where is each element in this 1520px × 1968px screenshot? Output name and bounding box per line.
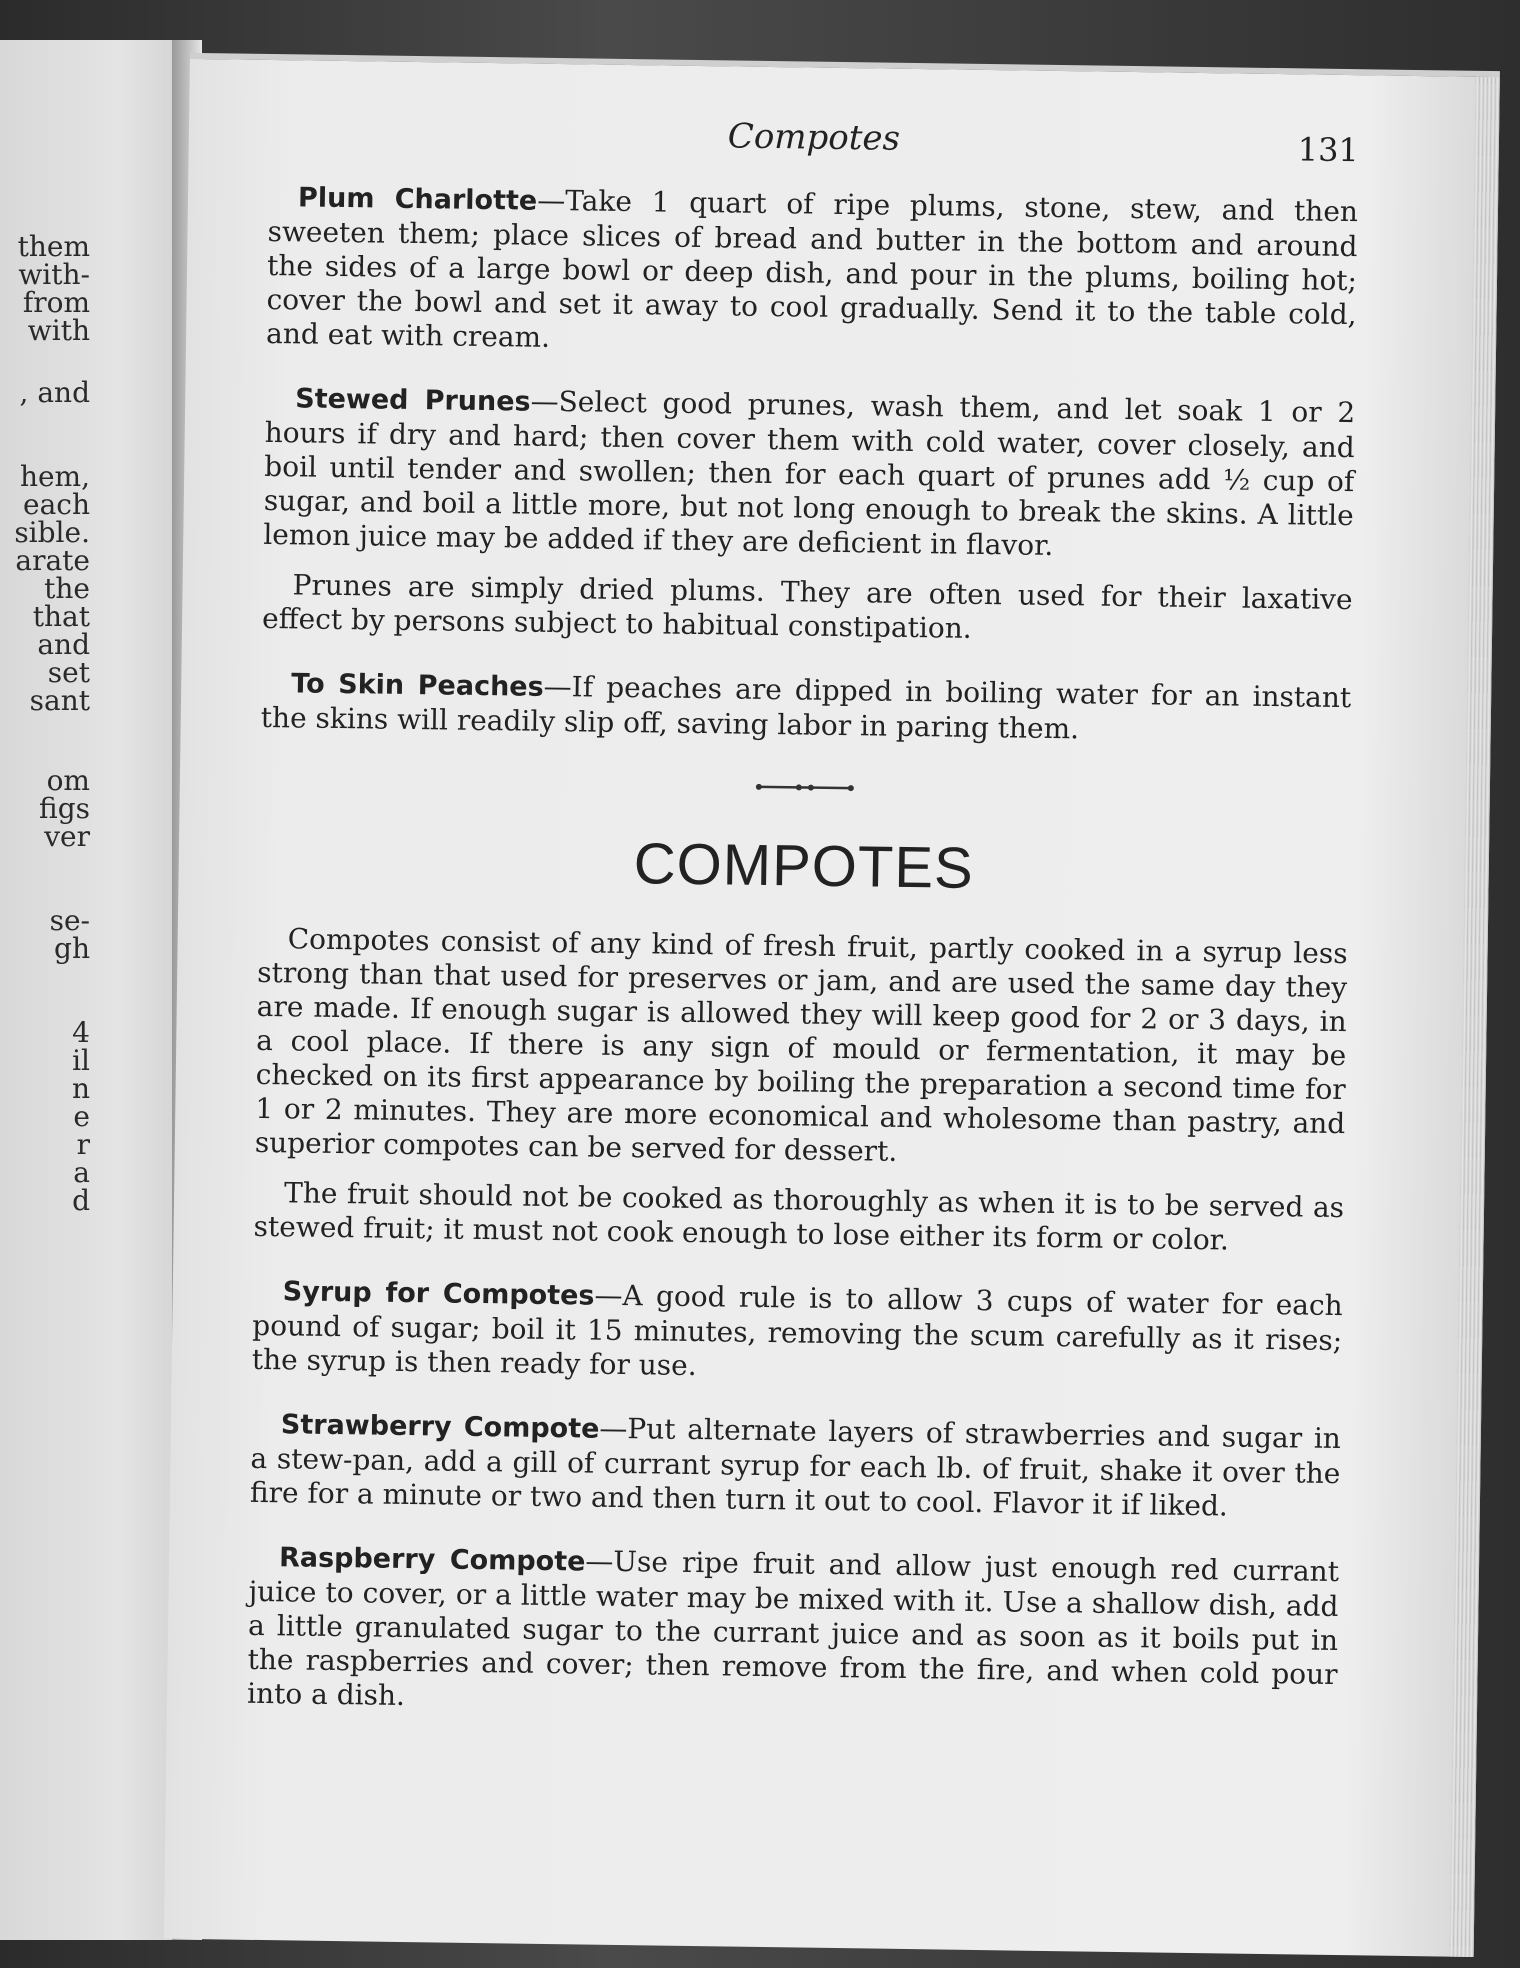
left-text-fragment: that [32, 600, 90, 633]
page-content [247, 110, 1360, 1756]
recipe-name: Syrup for Compotes [282, 1276, 595, 1312]
compotes-note [253, 1176, 1344, 1259]
left-text-fragment: r [76, 1128, 90, 1161]
section-heading: COMPOTES [633, 831, 975, 901]
left-text-fragment: them [17, 230, 90, 263]
left-text-fragment: set [47, 656, 90, 689]
recipe-name: Stewed Prunes [295, 383, 531, 418]
recipe-name: Strawberry Compote [280, 1409, 600, 1445]
left-text-fragment: and [37, 628, 90, 661]
recipe-syrup-for-compotes [252, 1274, 1343, 1392]
left-text-fragment: gh [54, 932, 90, 965]
left-text-fragment: with- [18, 258, 90, 291]
recipe-text: —Use ripe fruit and allow just enough red currant juice to cover, or a little water may be mixed with it. Use a shallow dish, add a little granulated sugar to the currant juice and as soon as it boils put in the raspberries and cover; then remove from the fire, and when cold pour into a dish. [246, 1544, 1340, 1713]
recipe-name: To Skin Peaches [291, 668, 544, 703]
left-text-fragment: hem, [19, 460, 90, 493]
paragraph-text: Compotes consist of any kind of fresh fruit, partly cooked in a syrup less strong than that used for preserves or jam, and are used the same day they are made. If enough sugar is allowed they will keep good for 2 or 3 days, in a cool place. If there is any sign of mould or fermentation, it may be checked on its first appearance by boiling the preparation a second time for 1 or 2 minutes. They are more economical and wholesome than pastry, and superior compotes can be served for dessert. [254, 922, 1348, 1168]
recipe-plum-charlotte [266, 180, 1358, 366]
left-text-fragment: n [71, 1072, 90, 1105]
right-page [164, 53, 1500, 1957]
recipe-text: —If peaches are dipped in boiling water for an instant the skins will readily slip off, saving labor in paring them. [260, 669, 1352, 746]
left-text-fragment: e [73, 1100, 90, 1133]
left-text-fragment: sible. [14, 516, 90, 549]
recipe-stewed-prunes [263, 381, 1355, 567]
recipe-strawberry-compote [250, 1407, 1341, 1525]
paragraph-text: Prunes are simply dried plums. They are often used for their laxative effect by persons subject to habitual constipation. [261, 568, 1353, 645]
left-text-fragment: ver [44, 820, 90, 853]
prunes-note [262, 568, 1353, 651]
left-text-fragment: figs [39, 792, 90, 825]
paragraph-text: The fruit should not be cooked as thoroughly as when it is to be served as stewed fruit; it must not cook enough to lose either its form or color. [253, 1176, 1345, 1257]
left-text-fragment: each [23, 488, 90, 521]
left-text-fragment: a [73, 1156, 90, 1189]
left-text-fragment: il [72, 1044, 90, 1077]
left-text-fragment: the [44, 572, 90, 605]
left-text-fragment: d [72, 1184, 90, 1217]
compotes-intro [255, 922, 1348, 1175]
left-text-fragment: arate [15, 544, 90, 577]
recipe-name: Raspberry Compote [278, 1542, 586, 1578]
recipe-text: —Take 1 quart of ripe plums, stone, stew, and then sweeten them; place slices of bread and butter in the bottom and around the sides of a large bowl or deep dish, and pour in the plums, boiling hot; cover the bowl and set it away to cool gradually. Send it to the table cold, and eat with cream. [265, 183, 1359, 354]
recipe-text: —A good rule is to allow 3 cups of water for each pound of sugar; boil it 15 minutes, removing the scum carefully as it rises; the syrup is then ready for use. [251, 1278, 1343, 1383]
left-text-fragment: with [27, 314, 90, 347]
page-number: 131 [1297, 130, 1360, 170]
recipe-name: Plum Charlotte [297, 182, 538, 217]
recipe-to-skin-peaches [261, 666, 1352, 750]
left-text-fragment: , and [19, 376, 90, 409]
recipe-text: —Select good prunes, wash them, and let soak 1 or 2 hours if dry and hard; then cover them with cold water, cover closely, and boil until tender and swollen; then for each quart of prunes add ½ cup of sugar, and boil a little more, but not long enough to break the skins. A little lemon juice may be added if they are deficient in flavor. [263, 384, 1356, 562]
left-text-fragment: sant [29, 684, 90, 717]
left-text-fragment: se- [49, 904, 90, 937]
recipe-text: —Put alternate layers of strawberries and sugar in a stew-pan, add a gill of currant syrup for each lb. of fruit, shake it over the fire for a minute or two and then turn it out to cool. Flavor it if liked. [249, 1411, 1342, 1523]
running-title: Compotes [727, 116, 901, 159]
left-text-fragment: 4 [72, 1016, 90, 1049]
ornament-divider [755, 782, 855, 793]
left-text-fragment: from [22, 286, 90, 319]
recipe-raspberry-compote [247, 1540, 1339, 1726]
left-text-fragment: om [46, 764, 90, 797]
